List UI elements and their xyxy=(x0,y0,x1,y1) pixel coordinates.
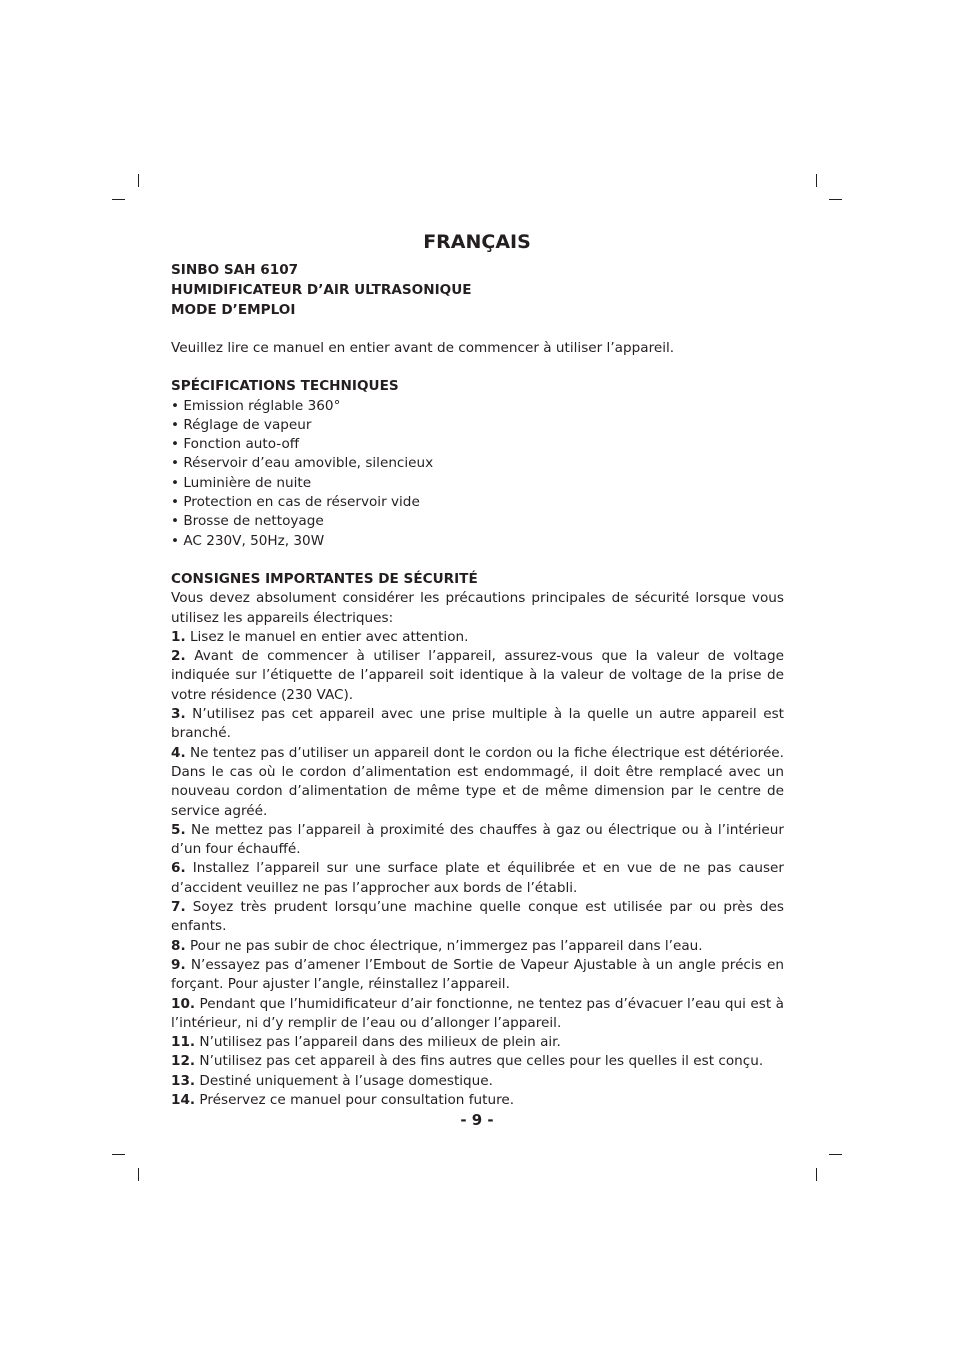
safety-item xyxy=(171,744,784,821)
spec-item: • Emission réglable 360° xyxy=(171,397,341,414)
model-name: SINBO SAH 6107 xyxy=(171,262,299,278)
safety-item-text: Destiné uniquement à l’usage domestique. xyxy=(195,1072,493,1089)
safety-item xyxy=(171,647,784,705)
safety-item xyxy=(171,995,784,1034)
safety-item xyxy=(171,1033,784,1052)
spec-item: • Fonction auto-off xyxy=(171,436,300,453)
safety-heading: CONSIGNES IMPORTANTES DE SÉCURITÉ xyxy=(171,570,478,587)
spec-item: • Réservoir d’eau amovible, silencieux xyxy=(171,455,434,472)
safety-list xyxy=(171,628,784,1110)
safety-item-text: Pour ne pas subir de choc électrique, n’immergez pas l’appareil dans l’eau. xyxy=(185,937,703,954)
safety-item-number: 2. xyxy=(171,648,186,665)
specs-list xyxy=(171,397,784,551)
safety-intro: Vous devez absolument considérer les précautions principales de sécurité lorsque vous utilisez les appareils électriques: xyxy=(171,590,784,626)
safety-item-number: 12. xyxy=(171,1053,196,1070)
safety-item xyxy=(171,1052,784,1071)
safety-item xyxy=(171,859,784,898)
safety-item xyxy=(171,821,784,860)
crop-mark-top-right-vertical xyxy=(816,174,817,187)
page-title: FRANÇAIS xyxy=(423,231,531,253)
product-name: HUMIDIFICATEUR D’AIR ULTRASONIQUE xyxy=(171,282,472,298)
safety-item-number: 9. xyxy=(171,956,186,973)
safety-item-text: N’utilisez pas cet appareil avec une prise multiple à la quelle un autre appareil est branché. xyxy=(171,706,784,742)
spec-item: • Réglage de vapeur xyxy=(171,416,312,433)
safety-item xyxy=(171,898,784,937)
safety-item-number: 4. xyxy=(171,744,186,761)
safety-item-text: Installez l’appareil sur une surface plate et équilibrée et en vue de ne pas causer d’accident veuillez ne pas l’approcher aux bords de l’établi. xyxy=(171,860,784,896)
crop-mark-top-right-horizontal xyxy=(829,199,842,200)
safety-item-text: N’essayez pas d’amener l’Embout de Sortie de Vapeur Ajustable à un angle précis en forçant. Pour ajuster l’angle, réinstallez l’appareil. xyxy=(171,956,784,993)
safety-item xyxy=(171,628,784,647)
safety-item xyxy=(171,937,784,956)
spec-item: • AC 230V, 50Hz, 30W xyxy=(171,532,325,549)
spacer xyxy=(171,358,784,377)
safety-item xyxy=(171,1072,784,1091)
crop-mark-bottom-left-horizontal xyxy=(112,1154,125,1155)
safety-item-text: Soyez très prudent lorsqu’une machine quelle conque est utilisée par ou près des enfants. xyxy=(171,899,784,935)
spacer xyxy=(171,551,784,570)
crop-mark-bottom-right-vertical xyxy=(816,1168,817,1181)
safety-item-number: 14. xyxy=(171,1091,196,1108)
safety-item xyxy=(171,705,784,744)
safety-item-number: 10. xyxy=(171,995,196,1012)
safety-item-number: 8. xyxy=(171,937,186,954)
safety-item xyxy=(171,1091,784,1110)
safety-item-number: 7. xyxy=(171,899,186,916)
crop-mark-bottom-right-horizontal xyxy=(829,1154,842,1155)
manual-content xyxy=(171,260,784,1110)
spec-item: • Brosse de nettoyage xyxy=(171,513,324,530)
spacer xyxy=(171,320,784,339)
safety-item xyxy=(171,956,784,995)
safety-item-text: N’utilisez pas l’appareil dans des milieux de plein air. xyxy=(195,1034,561,1051)
safety-item-number: 6. xyxy=(171,860,186,877)
intro-paragraph: Veuillez lire ce manuel en entier avant de commencer à utiliser l’appareil. xyxy=(171,340,675,356)
safety-item-number: 5. xyxy=(171,821,186,838)
safety-item-text: Avant de commencer à utiliser l’appareil, assurez-vous que la valeur de voltage indiquée sur l’étiquette de l’appareil soit identique à la valeur de voltage de la prise de votre résidence (230 VAC). xyxy=(171,648,784,703)
safety-item-number: 11. xyxy=(171,1034,196,1051)
safety-item-text: Ne mettez pas l’appareil à proximité des chauffes à gaz ou électrique ou à l’intérieur d’un four échauffé. xyxy=(171,821,784,858)
safety-item-text: Ne tentez pas d’utiliser un appareil dont le cordon ou la fiche électrique est détériorée. Dans le cas où le cordon d’alimentation est endommagé, il doit être remplacé avec un nouveau cordon d’alimentation de même type et de même dimension par le centre de service agréé. xyxy=(171,744,784,819)
crop-mark-top-left-vertical xyxy=(138,174,139,187)
spec-item: • Luminière de nuite xyxy=(171,474,312,491)
crop-mark-bottom-left-vertical xyxy=(138,1168,139,1181)
safety-item-number: 13. xyxy=(171,1072,196,1089)
spec-item: • Protection en cas de réservoir vide xyxy=(171,494,420,511)
specs-heading: SPÉCIFICATIONS TECHNIQUES xyxy=(171,378,399,395)
safety-item-number: 1. xyxy=(171,628,186,645)
crop-mark-top-left-horizontal xyxy=(112,199,125,200)
safety-item-number: 3. xyxy=(171,706,186,723)
safety-item-text: Préservez ce manuel pour consultation future. xyxy=(195,1091,515,1108)
document-type: MODE D’EMPLOI xyxy=(171,302,296,318)
page-number: - 9 - xyxy=(460,1111,494,1129)
safety-item-text: Pendant que l’humidificateur d’air fonctionne, ne tentez pas d’évacuer l’eau qui est à l’intérieur, ni d’y remplir de l’eau ou d’allonger l’appareil. xyxy=(171,995,784,1031)
safety-item-text: Lisez le manuel en entier avec attention. xyxy=(185,628,469,645)
safety-item-text: N’utilisez pas cet appareil à des fins autres que celles pour les quelles il est conçu. xyxy=(195,1053,764,1070)
